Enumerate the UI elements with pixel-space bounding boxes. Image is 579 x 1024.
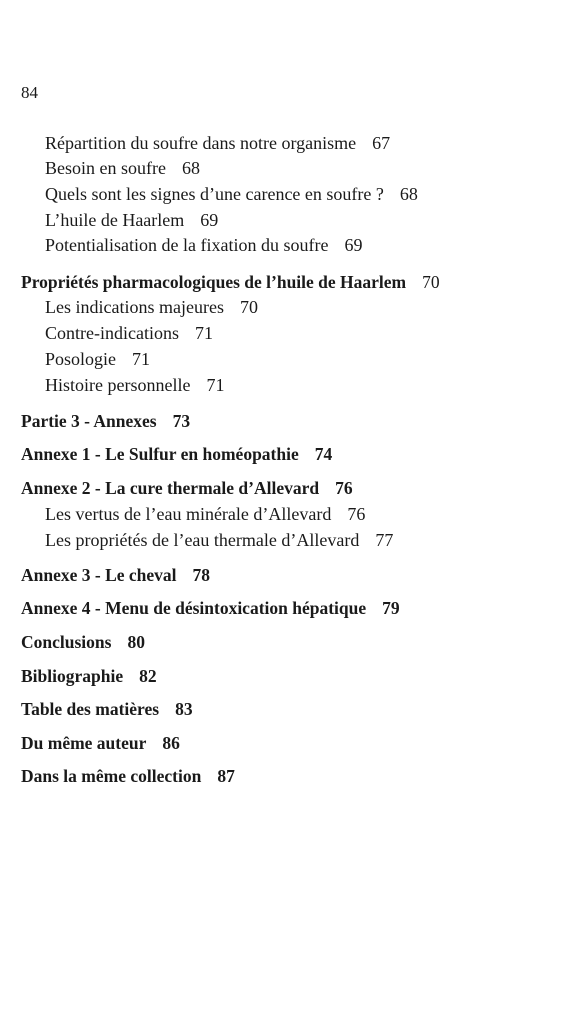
toc-entry-page: 86 (162, 733, 180, 753)
toc-section-heading (21, 477, 353, 499)
toc-entry-page: 76 (335, 478, 353, 498)
toc-entry-title: Propriétés pharmacologiques de l’huile de Haarlem (21, 272, 407, 292)
toc-entry-title: Quels sont les signes d’une carence en soufre ? (45, 184, 384, 204)
toc-entry-page: 71 (206, 375, 225, 395)
toc-section-heading (21, 443, 332, 465)
toc-section-heading (21, 732, 180, 754)
toc-section-heading (21, 631, 145, 653)
toc-entry (45, 296, 258, 318)
toc-entry-title: Les vertus de l’eau minérale d’Allevard (45, 504, 332, 524)
toc-entry (45, 348, 150, 370)
toc-entry (45, 209, 218, 231)
toc-entry-title: Annexe 2 - La cure thermale d’Allevard (21, 478, 320, 498)
toc-entry (45, 322, 213, 344)
toc-entry-title: Contre-indications (45, 323, 179, 343)
toc-entry-title: Partie 3 - Annexes (21, 411, 157, 431)
toc-section-heading (21, 410, 190, 432)
toc-entry-page: 70 (422, 272, 440, 292)
toc-entry (45, 132, 390, 154)
toc-section-heading (21, 271, 440, 293)
toc-entry (45, 529, 393, 551)
toc-section-heading (21, 564, 210, 586)
toc-entry-title: Les indications majeures (45, 297, 224, 317)
toc-entry-page: 70 (239, 297, 258, 317)
toc-section-heading (21, 665, 157, 687)
toc-entry-page: 71 (132, 349, 151, 369)
toc-entry-title: Annexe 3 - Le cheval (21, 565, 177, 585)
toc-entry-title: Annexe 4 - Menu de désintoxication hépatique (21, 598, 367, 618)
toc-entry-title: Bibliographie (21, 666, 124, 686)
toc-entry-title: Dans la même collection (21, 766, 202, 786)
toc-entry-title: Annexe 1 - Le Sulfur en homéopathie (21, 444, 299, 464)
toc-entry-title: Conclusions (21, 632, 112, 652)
toc-entry (45, 157, 200, 179)
toc-entry-page: 68 (181, 158, 200, 178)
toc-entry-page: 82 (139, 666, 157, 686)
toc-entry-title: Besoin en soufre (45, 158, 166, 178)
toc-entry-page: 76 (347, 504, 366, 524)
toc-section-heading (21, 765, 235, 787)
toc-entry-page: 80 (127, 632, 145, 652)
toc-entry-page: 87 (217, 766, 235, 786)
toc-entry-title: Potentialisation de la fixation du soufre (45, 235, 329, 255)
toc-entry-title: L’huile de Haarlem (45, 210, 185, 230)
toc-entry-page: 69 (344, 235, 363, 255)
toc-entry-page: 74 (314, 444, 333, 464)
toc-entry-title: Histoire personnelle (45, 375, 191, 395)
toc-entry-title: Répartition du soufre dans notre organisme (45, 133, 357, 153)
toc-entry-page: 69 (200, 210, 219, 230)
toc-section-heading (21, 597, 400, 619)
toc-entry-page: 73 (172, 411, 191, 431)
toc-entry-title: Les propriétés de l’eau thermale d’Allevard (45, 530, 360, 550)
toc-entry (45, 374, 224, 396)
toc-entry-title: Du même auteur (21, 733, 147, 753)
toc-entry (45, 183, 418, 205)
toc-entry-page: 83 (175, 699, 193, 719)
toc-entry-page: 78 (192, 565, 211, 585)
toc-entry (45, 503, 365, 525)
toc-entry-title: Table des matières (21, 699, 160, 719)
page-number: 84 (21, 83, 38, 102)
toc-section-heading (21, 698, 193, 720)
toc-entry-page: 68 (399, 184, 418, 204)
toc-entry-page: 77 (375, 530, 394, 550)
toc-entry (45, 234, 362, 256)
toc-entry-page: 71 (194, 323, 213, 343)
toc-entry-page: 67 (372, 133, 391, 153)
toc-entry-page: 79 (382, 598, 400, 618)
toc-entry-title: Posologie (45, 349, 117, 369)
